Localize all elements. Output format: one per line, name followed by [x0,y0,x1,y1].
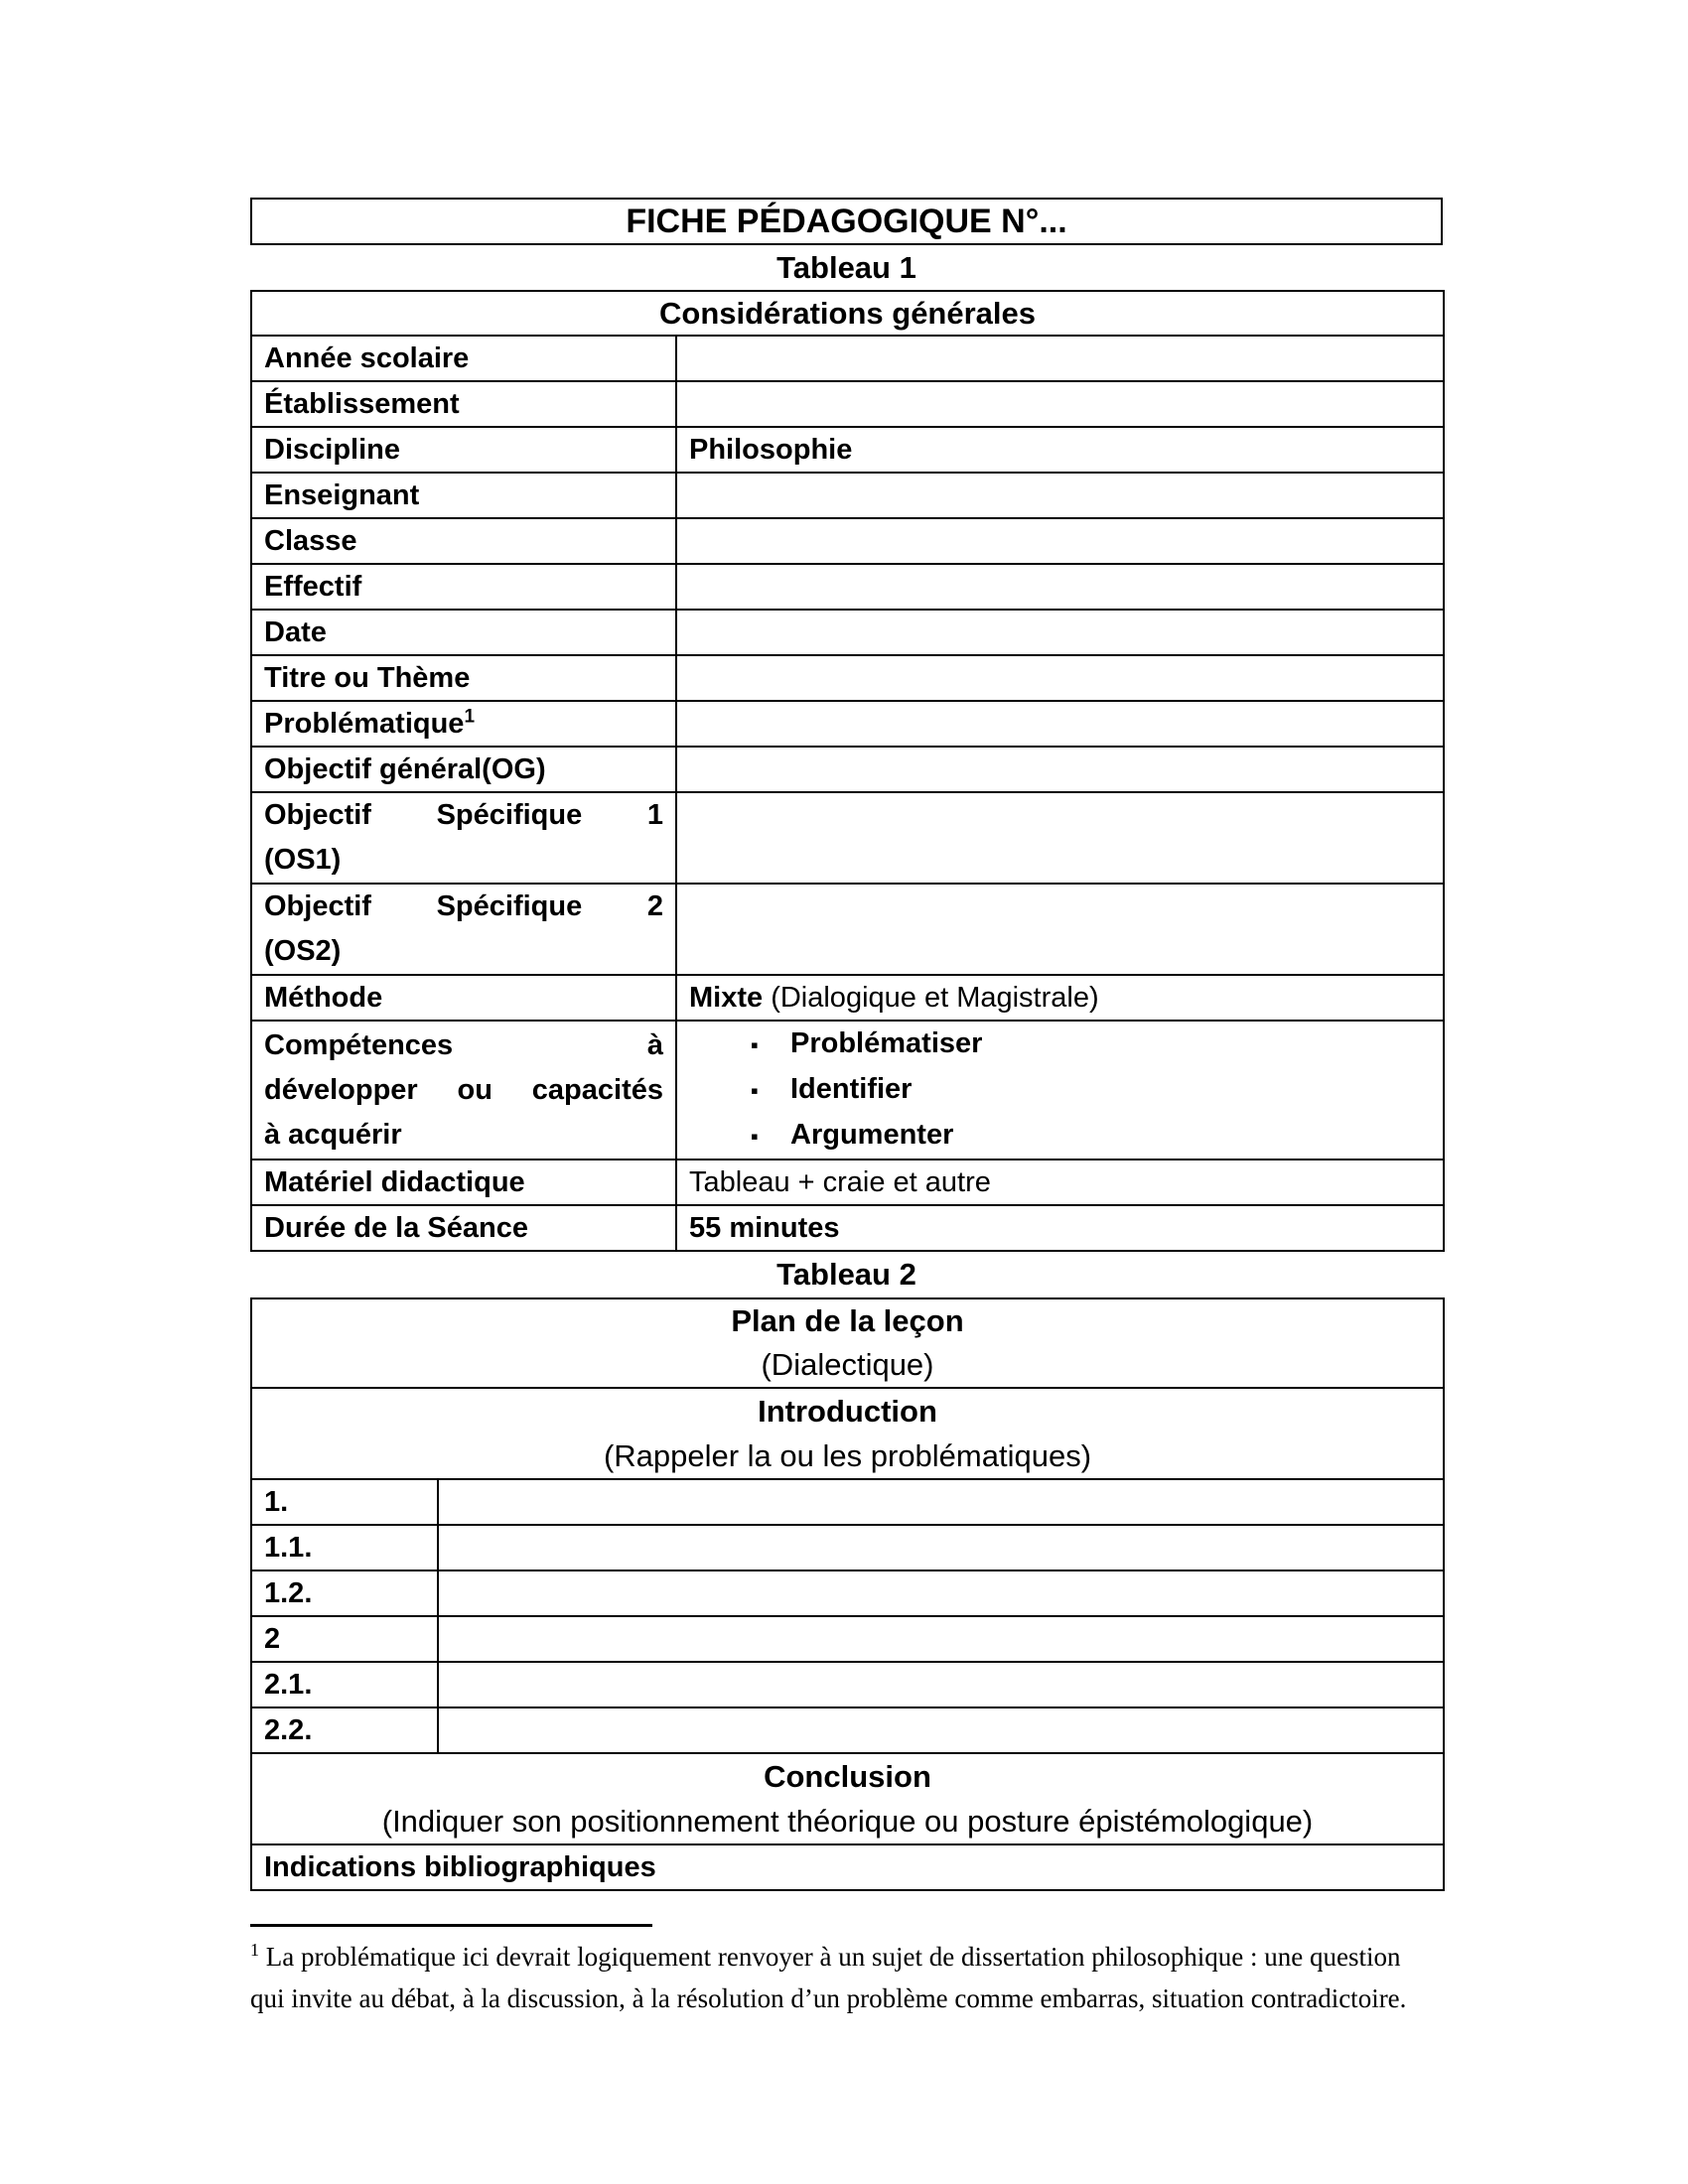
row-value-competences [676,1021,1444,1160]
table2-conclusion [251,1753,1444,1844]
introduction-subtitle: (Rappeler la ou les problématiques) [603,1438,1092,1473]
table2-header [251,1298,1444,1388]
row-value-classe [676,518,1444,564]
row-value-objectif-specifique-2 [676,884,1444,975]
competences-line3: à acquérir [264,1118,402,1151]
row-value-etablissement [676,381,1444,427]
row-value-discipline: Philosophie [676,427,1444,473]
footnote-reference: 1 [464,705,476,727]
bullet-label: Identifier [790,1073,913,1105]
row-label-discipline: Discipline [251,427,676,473]
row-label-2-2: 2.2. [251,1707,438,1753]
table-row [251,655,1444,701]
competences-line1: Compétences à [264,1028,663,1061]
table-row [251,564,1444,610]
fiche-title: FICHE PÉDAGOGIQUE N°... [250,198,1443,245]
problematique-label: Problématique [264,707,465,740]
row-label-methode: Méthode [251,975,676,1021]
list-item [751,1022,1431,1067]
conclusion-subtitle: (Indiquer son positionnement théorique ou posture épistémologique) [381,1804,1314,1839]
square-bullet-icon: ▪ [751,1032,759,1057]
row-indications-bibliographiques: Indications bibliographiques [251,1844,1444,1890]
footnote [250,1924,1443,2019]
table-row [251,1844,1444,1890]
row-label-1-1: 1.1. [251,1525,438,1570]
row-label-1-2: 1.2. [251,1570,438,1616]
row-label-titre-theme: Titre ou Thème [251,655,676,701]
page-content [250,198,1443,2019]
row-label-enseignant: Enseignant [251,473,676,518]
row-value-titre-theme [676,655,1444,701]
methode-value-bold: Mixte [689,981,764,1014]
list-item [751,1067,1431,1113]
bullet-label: Argumenter [790,1119,954,1151]
table-row [251,473,1444,518]
row-value-1-1 [438,1525,1444,1570]
footnote-line-1: La problématique ici devrait logiquement renvoyer à un sujet de dissertation philosophique : une question [265,1942,1401,1972]
table1-header: Considérations générales [251,291,1444,336]
row-label-etablissement: Établissement [251,381,676,427]
table-row [251,884,1444,975]
row-label-problematique [251,701,676,747]
conclusion-title: Conclusion [764,1759,931,1794]
table-row [251,1662,1444,1707]
table-row [251,747,1444,792]
os1-line1: Objectif Spécifique 1 [264,799,663,831]
row-label-1: 1. [251,1479,438,1525]
plan-lecon-subtitle: (Dialectique) [761,1347,934,1382]
table1-considerations [250,290,1445,1252]
row-value-methode [676,975,1444,1021]
row-value-duree: 55 minutes [676,1205,1444,1251]
table2-caption: Tableau 2 [776,1257,916,1292]
footnote-marker: 1 [250,1940,259,1960]
table-row [251,1021,1444,1160]
footnote-separator [250,1924,652,1927]
square-bullet-icon: ▪ [751,1078,759,1103]
row-label-annee-scolaire: Année scolaire [251,336,676,381]
table-row [251,1160,1444,1205]
list-item [751,1113,1431,1159]
row-value-objectif-general [676,747,1444,792]
footnote-line-2: qui invite au débat, à la discussion, à la résolution d’un problème comme embarras, situation contradictoire. [250,1983,1407,2013]
row-label-objectif-general: Objectif général(OG) [251,747,676,792]
table-row [251,1753,1444,1844]
row-label-2: 2 [251,1616,438,1662]
table-row [251,610,1444,655]
row-label-materiel: Matériel didactique [251,1160,676,1205]
row-value-2 [438,1616,1444,1662]
row-label-objectif-specifique-2 [251,884,676,975]
row-label-classe: Classe [251,518,676,564]
table-row [251,1707,1444,1753]
table-row [251,518,1444,564]
os1-line2: (OS1) [264,844,342,876]
table-row [251,1525,1444,1570]
table-row [251,792,1444,884]
row-value-objectif-specifique-1 [676,792,1444,884]
row-value-2-2 [438,1707,1444,1753]
table-row [251,975,1444,1021]
table-row [251,427,1444,473]
bullet-label: Problématiser [790,1027,983,1059]
row-value-annee-scolaire [676,336,1444,381]
table2-introduction [251,1388,1444,1479]
row-value-materiel: Tableau + craie et autre [676,1160,1444,1205]
row-label-date: Date [251,610,676,655]
row-label-effectif: Effectif [251,564,676,610]
row-value-1-2 [438,1570,1444,1616]
table-row [251,336,1444,381]
row-value-1 [438,1479,1444,1525]
row-value-effectif [676,564,1444,610]
table1-caption: Tableau 1 [776,250,916,285]
row-label-objectif-specifique-1 [251,792,676,884]
table-row [251,1616,1444,1662]
table2-plan-lecon [250,1297,1445,1891]
row-label-duree: Durée de la Séance [251,1205,676,1251]
row-value-date [676,610,1444,655]
row-label-competences [251,1021,676,1160]
os2-line2: (OS2) [264,935,342,967]
table-row [251,701,1444,747]
competences-line2: développer ou capacités [264,1073,663,1106]
row-value-2-1 [438,1662,1444,1707]
square-bullet-icon: ▪ [751,1124,759,1149]
row-label-2-1: 2.1. [251,1662,438,1707]
table-row [251,1479,1444,1525]
table-row [251,1298,1444,1388]
row-value-enseignant [676,473,1444,518]
table-row [251,291,1444,336]
methode-value-rest: (Dialogique et Magistrale) [763,981,1099,1014]
table-row [251,1388,1444,1479]
os2-line1: Objectif Spécifique 2 [264,890,663,922]
row-value-problematique [676,701,1444,747]
table-row [251,1570,1444,1616]
plan-lecon-title: Plan de la leçon [731,1303,964,1338]
table-row [251,1205,1444,1251]
footnote-text [250,1936,1443,2019]
table-row [251,381,1444,427]
introduction-title: Introduction [758,1394,937,1429]
competences-bullet-list [689,1022,1431,1159]
